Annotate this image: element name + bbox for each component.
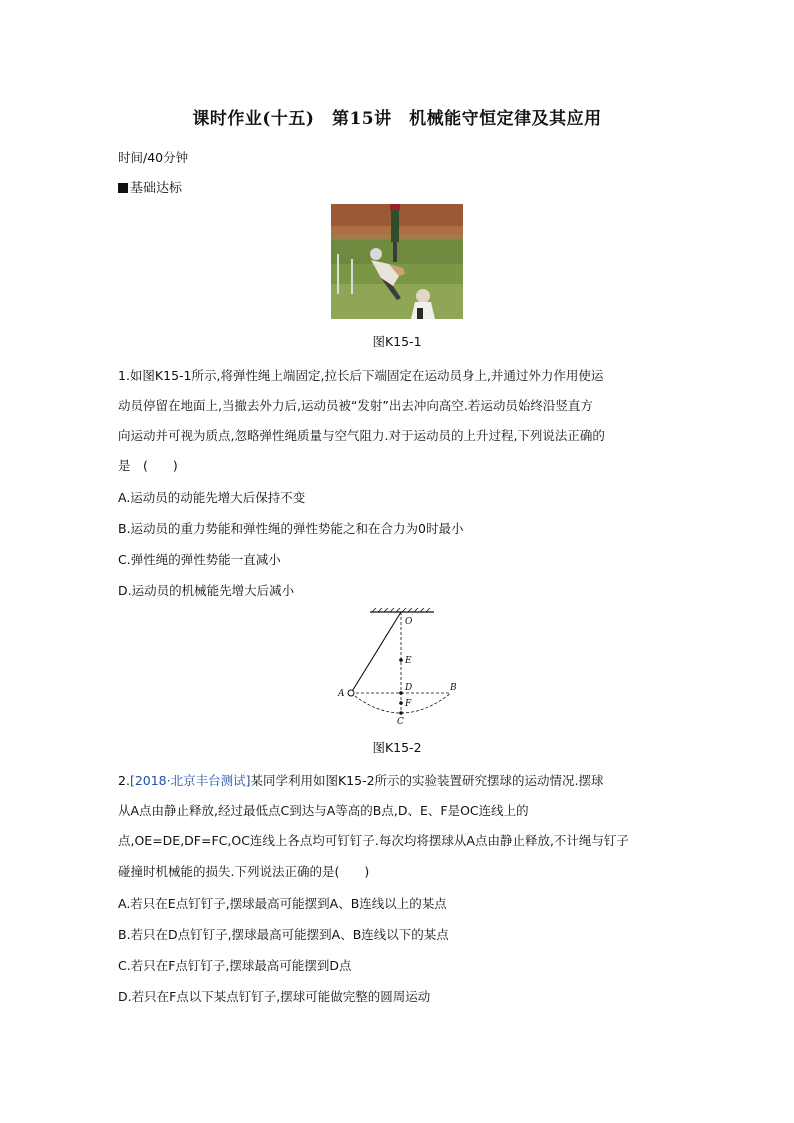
q1-stem-line: 动员停留在地面上,当撤去外力后,运动员被“发射”出去冲向高空.若运动员始终沿竖直方 — [118, 398, 593, 413]
q2-option-b: B.若只在D点钉钉子,摆球最高可能摆到A、B连线以下的某点 — [118, 927, 449, 942]
q1-stem-line: 1.如图K15-1所示,将弹性绳上端固定,拉长后下端固定在运动员身上,并通过外力作用使运 — [118, 368, 604, 383]
q2-stem-text: 某同学利用如图K15-2所示的实验装置研究摆球的运动情况.摆球 — [250, 773, 604, 788]
q2-option-d: D.若只在F点以下某点钉钉子,摆球可能做完整的圆周运动 — [118, 989, 431, 1004]
q2-source-tag: [2018·北京丰台测试] — [129, 773, 251, 788]
q2-number: 2. — [118, 773, 130, 788]
figure1-caption: 图K15-1 — [372, 334, 422, 349]
label-o: O — [405, 617, 413, 627]
q1-stem-line: 是 ( ) — [118, 458, 178, 473]
q2-stem-line: 从A点由静止释放,经过最低点C到达与A等高的B点,D、E、F是OC连线上的 — [118, 803, 529, 818]
figure2-caption: 图K15-2 — [372, 740, 422, 755]
q2-stem-line: 点,OE=DE,DF=FC,OC连线上各点均可钉钉子.每次均将摆球从A点由静止释放,不计绳与钉子 — [118, 833, 629, 848]
q2-option-c: C.若只在F点钉钉子,摆球最高可能摆到D点 — [118, 958, 352, 973]
q1-option-b: B.运动员的重力势能和弹性绳的弹性势能之和在合力为0时最小 — [118, 521, 464, 536]
q1-option-d: D.运动员的机械能先增大后减小 — [118, 583, 295, 598]
label-b: B — [450, 683, 457, 693]
q2-stem-line — [118, 771, 604, 789]
square-bullet-icon — [118, 183, 128, 193]
label-e: E — [405, 656, 412, 666]
q1-option-c: C.弹性绳的弹性势能一直减小 — [118, 552, 281, 567]
q1-option-a: A.运动员的动能先增大后保持不变 — [118, 490, 306, 505]
q2-stem-line: 碰撞时机械能的损失.下列说法正确的是( ) — [118, 864, 370, 879]
section-label: 基础达标 — [130, 181, 183, 196]
bungee-photo — [331, 204, 463, 319]
q2-option-a: A.若只在E点钉钉子,摆球最高可能摆到A、B连线以上的某点 — [118, 896, 447, 911]
section-heading — [118, 177, 182, 196]
label-a: A — [338, 689, 345, 699]
page-title: 课时作业(十五) 第15讲 机械能守恒定律及其应用 — [192, 109, 602, 129]
label-c: C — [397, 717, 404, 727]
label-d: D — [405, 683, 413, 693]
label-f: F — [405, 699, 412, 709]
pendulum-diagram — [330, 608, 470, 728]
q1-stem-line: 向运动并可视为质点,忽略弹性绳质量与空气阻力.对于运动员的上升过程,下列说法正确的 — [118, 428, 605, 443]
time-limit: 时间/40分钟 — [118, 150, 189, 165]
